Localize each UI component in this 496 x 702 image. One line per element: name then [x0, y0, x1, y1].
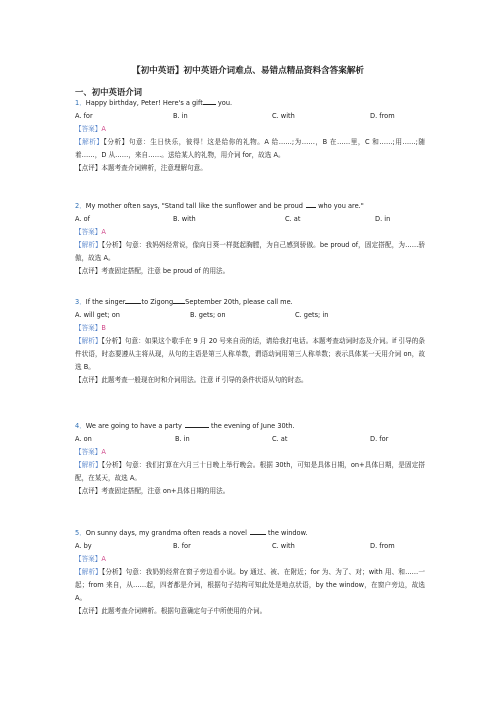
option-a: A. on	[75, 435, 92, 443]
answer-blank	[185, 420, 209, 428]
question-stem: 5．On sunny days, my grandma often reads a novel the window.	[75, 529, 308, 537]
option-d: D. from	[370, 112, 395, 120]
question-2	[75, 200, 425, 278]
option-d: D. from	[370, 542, 395, 550]
options-row	[75, 213, 425, 226]
option-b: B. for	[173, 542, 191, 550]
question-number: 5．	[75, 529, 86, 537]
analysis-text: 【解析】【分析】句意：生日快乐，彼得！这是给你的礼物。A 给……;为……，B 在……里，C 和……;用……;随着……，D 从……，来自……。送给某人的礼物，用介词 for，故选 A。	[75, 138, 426, 159]
comment-text: 【点评】此题考查一般现在时和介词用法。注意 if 引导的条件状语从句的时态。	[75, 376, 308, 384]
answer-line: 【答案】A	[75, 228, 106, 236]
options-row	[75, 433, 425, 446]
option-d: D. in	[375, 215, 391, 223]
option-b: B. with	[173, 215, 196, 223]
question-5	[75, 527, 425, 618]
answer-blank	[203, 97, 216, 105]
comment-text: 【点评】考查固定搭配，注意 on+具体日期的用法。	[75, 487, 230, 495]
option-c: C. with	[272, 112, 295, 120]
comment-text: 【点评】本题考查介词辨析，注意理解句意。	[75, 164, 207, 172]
option-a: A. for	[75, 112, 93, 120]
answer-blank	[125, 296, 141, 304]
answer-value: A	[101, 228, 106, 236]
document-title: 【初中英语】初中英语介词难点、易错点精品资料含答案解析	[131, 66, 365, 76]
comment-text: 【点评】此题考查介词辨析。根据句意确定句子中所使用的介词。	[75, 607, 267, 615]
comment-text: 【点评】考查固定搭配，注意 be proud of 的用法。	[75, 267, 230, 275]
question-1	[75, 97, 425, 175]
option-a: A. of	[75, 215, 90, 223]
question-stem: 3．If the singer to Zigong September 20th, please call me.	[75, 298, 293, 306]
analysis-text: 【解析】【分析】句意：我妈妈经常说，像向日葵一样挺起胸膛，为自己感到骄傲。be proud of，固定搭配，为……骄傲，故选 A。	[75, 241, 426, 262]
option-c: C. at	[272, 435, 288, 443]
answer-blank	[306, 200, 316, 208]
answer-blank	[173, 296, 185, 304]
question-number: 3．	[75, 298, 86, 306]
answer-line: 【答案】A	[75, 448, 106, 456]
question-4	[75, 420, 425, 498]
option-c: C. gets; in	[295, 311, 329, 319]
question-stem: 1．Happy birthday, Peter! Here's a gift you.	[75, 99, 233, 107]
option-d: D. for	[370, 435, 389, 443]
option-b: B. in	[175, 435, 190, 443]
option-c: C. with	[272, 542, 295, 550]
analysis-text: 【解析】【分析】句意：我奶奶经常在窗子旁边看小说。by 通过、被、在附近；for 为、为了、对；with 用、和……一起；from 来自，从……起，四者都是介词，根据句子结构可知此处是地点状语，by the window，在窗户旁边，故选 A。	[75, 568, 426, 602]
options-row	[75, 309, 425, 322]
answer-blank	[250, 527, 266, 535]
option-b: B. gets; on	[190, 311, 226, 319]
answer-value: A	[101, 448, 106, 456]
answer-value: B	[101, 324, 106, 332]
option-c: C. at	[285, 215, 301, 223]
answer-line: 【答案】B	[75, 324, 106, 332]
question-stem: 4．We are going to have a party the evening of June 30th.	[75, 422, 295, 430]
options-row	[75, 110, 425, 123]
analysis-text: 【解析】【分析】句意：如果这个歌手在 9 月 20 号来自贡的话，请给我打电话。本题考查动词时态及介词。if 引导的条件状语，时态要遵从主将从现，从句的主语是第三人称单数，谓语动词用第三人称单数；表示具体某一天用介词 on，故选 B。	[75, 337, 426, 371]
question-stem: 2．My mother often says, "Stand tall like the sunflower and be proud who you are."	[75, 202, 364, 210]
question-number: 1．	[75, 99, 86, 107]
answer-line: 【答案】A	[75, 555, 106, 563]
question-number: 4．	[75, 422, 86, 430]
option-a: A. will get; on	[75, 311, 120, 319]
options-row	[75, 540, 425, 553]
option-b: B. in	[173, 112, 188, 120]
question-number: 2．	[75, 202, 86, 210]
answer-value: A	[101, 555, 106, 563]
answer-value: A	[101, 125, 106, 133]
answer-line: 【答案】A	[75, 125, 106, 133]
section-heading: 一、初中英语介词	[75, 87, 142, 97]
analysis-text: 【解析】【分析】句意：我们打算在六月三十日晚上举行晚会。根据 30th，可知是具体日期，on+具体日期，是固定搭配，在某天，故选 A。	[75, 461, 426, 482]
option-a: A. by	[75, 542, 92, 550]
question-3	[75, 296, 425, 387]
